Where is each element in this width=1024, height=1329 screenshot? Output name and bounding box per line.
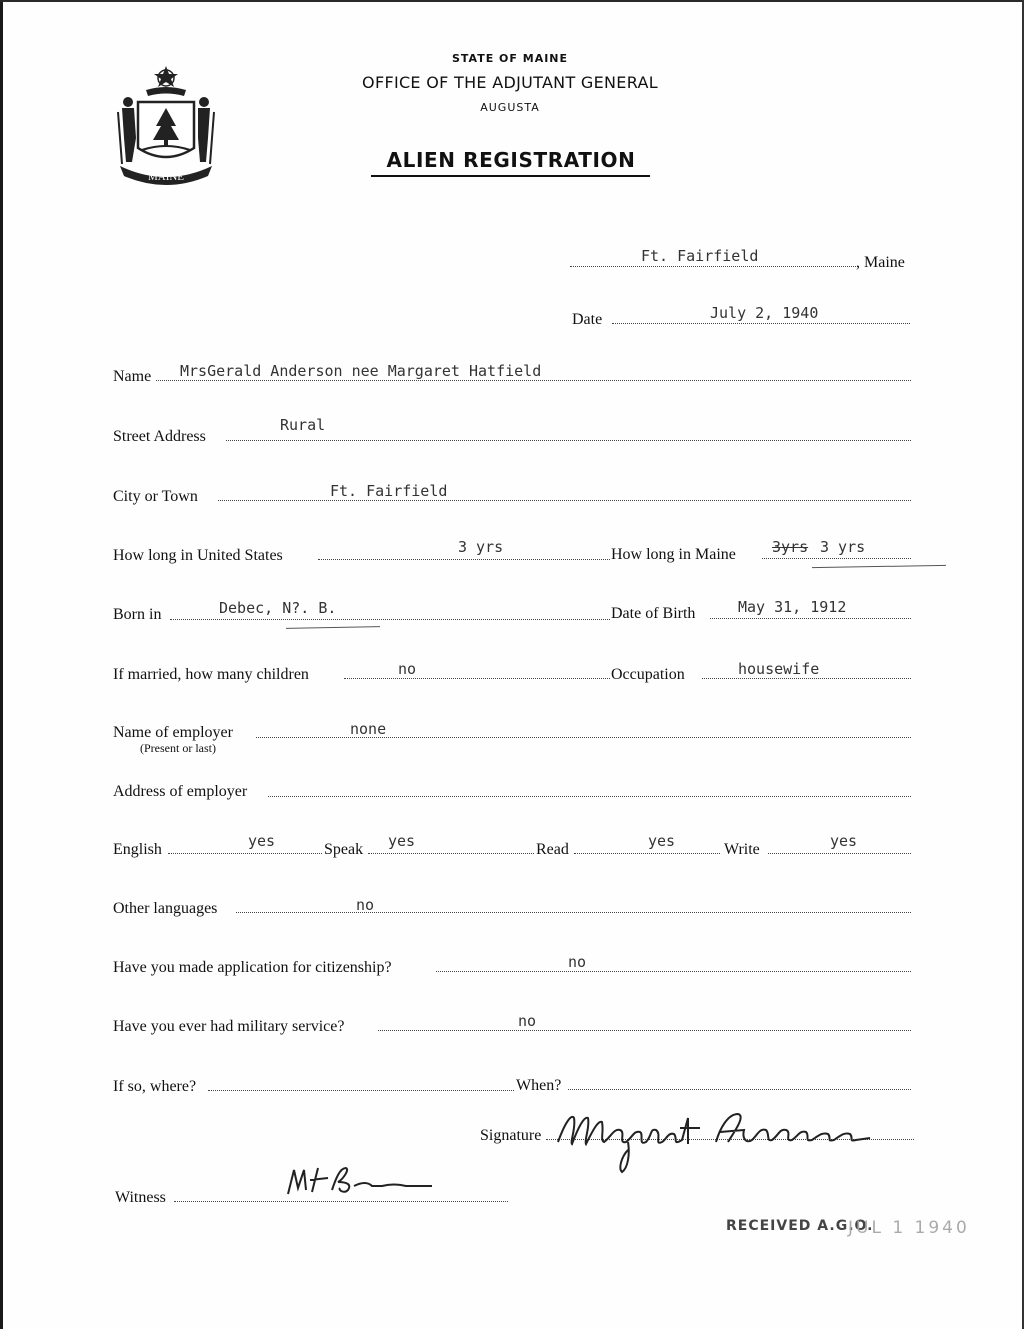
received-stamp-date: JUL 1 1940 <box>848 1218 970 1238</box>
date-value: July 2, 1940 <box>710 304 819 322</box>
citizenship-label: Have you made application for citizenship? <box>113 959 392 976</box>
where-line <box>208 1090 514 1091</box>
military-value: no <box>518 1012 537 1030</box>
how-long-maine-underline <box>812 565 946 568</box>
how-long-us-value: 3 yrs <box>458 538 504 556</box>
citizenship-line <box>436 971 911 972</box>
speak-label: Speak <box>324 841 364 858</box>
date-of-birth-line <box>710 618 911 619</box>
employer-address-line <box>268 796 911 797</box>
occupation-value: housewife <box>738 660 820 678</box>
military-line <box>378 1030 911 1031</box>
english-label: English <box>113 841 162 858</box>
how-long-us-line <box>318 559 610 560</box>
read-line <box>574 853 720 854</box>
place-suffix: , Maine <box>856 254 905 271</box>
name-value: MrsGerald Anderson nee Margaret Hatfield <box>180 362 542 380</box>
witness-label: Witness <box>115 1189 166 1206</box>
street-address-line <box>226 440 911 441</box>
date-of-birth-value: May 31, 1912 <box>738 598 847 616</box>
born-in-label: Born in <box>113 606 162 623</box>
witness-line <box>174 1201 508 1202</box>
when-line <box>568 1089 911 1090</box>
speak-line <box>368 853 534 854</box>
city-value: Ft. Fairfield <box>330 482 448 500</box>
english-line <box>168 853 322 854</box>
read-label: Read <box>536 841 569 858</box>
read-value: yes <box>648 832 676 850</box>
scan-border-left <box>0 0 3 1329</box>
citizenship-value: no <box>568 953 587 971</box>
born-in-underline <box>286 626 380 629</box>
employer-address-label: Address of employer <box>113 783 248 800</box>
how-long-us-label: How long in United States <box>113 547 283 564</box>
seal-banner-text: MAINE <box>147 171 185 183</box>
other-languages-label: Other languages <box>113 900 218 917</box>
how-long-maine-label: How long in Maine <box>611 546 736 563</box>
other-languages-value: no <box>356 896 375 914</box>
born-in-line <box>170 619 610 620</box>
city-label: City or Town <box>113 488 198 505</box>
children-label: If married, how many children <box>113 666 309 683</box>
name-label: Name <box>113 368 152 385</box>
children-line <box>344 678 610 679</box>
date-line <box>612 323 910 324</box>
military-label: Have you ever had military service? <box>113 1018 345 1035</box>
how-long-maine-struck-value: 3yrs <box>772 538 809 556</box>
city-line <box>218 500 911 501</box>
write-line <box>768 853 911 854</box>
born-in-value: Debec, N?. B. <box>219 599 337 617</box>
witness-handwriting <box>282 1160 442 1200</box>
signature-handwriting <box>548 1098 888 1178</box>
employer-label: Name of employer <box>113 724 233 741</box>
how-long-maine-value: 3 yrs <box>820 538 866 556</box>
place-line <box>570 266 856 267</box>
speak-value: yes <box>388 832 416 850</box>
write-label: Write <box>724 841 760 858</box>
other-languages-line <box>236 912 911 913</box>
children-value: no <box>398 660 417 678</box>
occupation-label: Occupation <box>611 666 685 683</box>
employer-value: none <box>350 720 387 738</box>
date-of-birth-label: Date of Birth <box>611 605 696 622</box>
page-title: ALIEN REGISTRATION <box>386 148 636 172</box>
name-line <box>156 380 911 381</box>
occupation-line <box>702 678 911 679</box>
employer-sublabel: (Present or last) <box>140 741 216 755</box>
place-value: Ft. Fairfield <box>641 247 759 265</box>
scan-border-top <box>0 0 1024 2</box>
date-label: Date <box>572 311 603 328</box>
received-stamp-label: RECEIVED A.G.O. <box>726 1218 874 1234</box>
maine-state-seal-icon <box>110 62 222 190</box>
when-label: When? <box>516 1077 562 1094</box>
where-label: If so, where? <box>113 1078 197 1095</box>
street-address-label: Street Address <box>113 428 206 445</box>
english-value: yes <box>248 832 276 850</box>
signature-label: Signature <box>480 1127 542 1144</box>
write-value: yes <box>830 832 858 850</box>
street-address-value: Rural <box>280 416 326 434</box>
state-heading: STATE OF MAINE <box>451 52 569 65</box>
how-long-maine-line <box>762 558 911 559</box>
title-underline <box>371 175 650 177</box>
office-heading: OFFICE OF THE ADJUTANT GENERAL <box>362 73 658 92</box>
city-heading: AUGUSTA <box>480 101 540 114</box>
